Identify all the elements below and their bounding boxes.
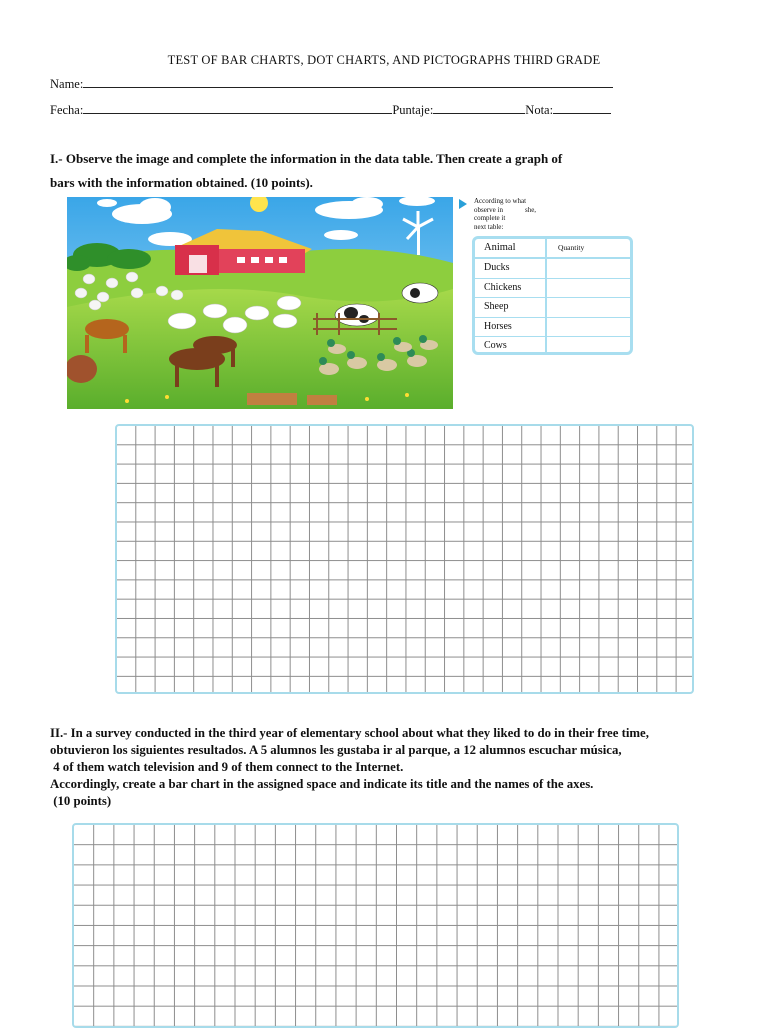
table-row <box>475 297 630 318</box>
puntaje-label: Puntaje: <box>392 103 434 117</box>
note-line-2: observe in she, <box>474 205 537 214</box>
table-row <box>475 336 630 356</box>
quantity-cell-chickens[interactable] <box>551 280 627 295</box>
section2-line4: Accordingly, create a bar chart in the assigned space and indicate its title and the names of the axes. <box>50 777 594 791</box>
animal-data-table <box>472 236 633 355</box>
name-field[interactable] <box>83 76 613 88</box>
quantity-cell-horses[interactable] <box>551 319 627 334</box>
header-quantity: Quantity <box>558 243 585 252</box>
section2-line3: 4 of them watch television and 9 of them connect to the Internet. <box>50 760 404 774</box>
farm-scene-image <box>67 197 453 409</box>
table-row <box>475 278 630 299</box>
table-row <box>475 317 630 338</box>
name-row <box>50 76 613 92</box>
section1-line2: bars with the information obtained. (10 points). <box>50 175 313 190</box>
nota-field[interactable] <box>553 102 611 114</box>
play-triangle-icon <box>459 199 467 209</box>
note-line-1: According to what <box>474 197 527 205</box>
row-label-sheep: Sheep <box>484 301 509 312</box>
puntaje-field[interactable] <box>433 102 525 114</box>
note-line-3: complete it <box>474 214 506 222</box>
table-instructions <box>474 197 574 231</box>
quantity-cell-ducks[interactable] <box>551 260 627 275</box>
graph-grid-section1[interactable] <box>115 424 694 694</box>
section1-line1: I.- Observe the image and complete the information in the data table. Then create a graph of <box>50 151 563 166</box>
quantity-cell-sheep[interactable] <box>551 299 627 314</box>
section2-line5: (10 points) <box>50 794 112 808</box>
name-label: Name: <box>50 77 84 91</box>
fecha-field[interactable] <box>83 102 392 114</box>
section2-line1: II.- In a survey conducted in the third year of elementary school about what they liked to do in their free time, <box>50 726 649 740</box>
page-title: TEST OF BAR CHARTS, DOT CHARTS, AND PICTOGRAPHS THIRD GRADE <box>167 53 601 67</box>
row-label-cows: Cows <box>484 340 507 351</box>
section2-instructions <box>50 725 768 810</box>
fecha-label: Fecha: <box>50 103 84 117</box>
graph-grid-section2[interactable] <box>72 823 679 1028</box>
table-header-row <box>475 239 630 259</box>
table-row <box>475 258 630 279</box>
section1-instructions <box>50 147 562 195</box>
row-label-ducks: Ducks <box>484 262 510 273</box>
fecha-row <box>50 102 611 118</box>
header-animal: Animal <box>484 242 516 253</box>
nota-label: Nota: <box>525 103 554 117</box>
quantity-cell-cows[interactable] <box>551 338 627 353</box>
row-label-chickens: Chickens <box>484 281 522 293</box>
note-line-4: next table: <box>474 222 504 231</box>
section2-line2: obtuvieron los siguientes resultados. A 5 alumnos les gustaba ir al parque, a 12 alumnos escuchar música, <box>50 743 622 757</box>
row-label-horses: Horses <box>484 320 512 332</box>
